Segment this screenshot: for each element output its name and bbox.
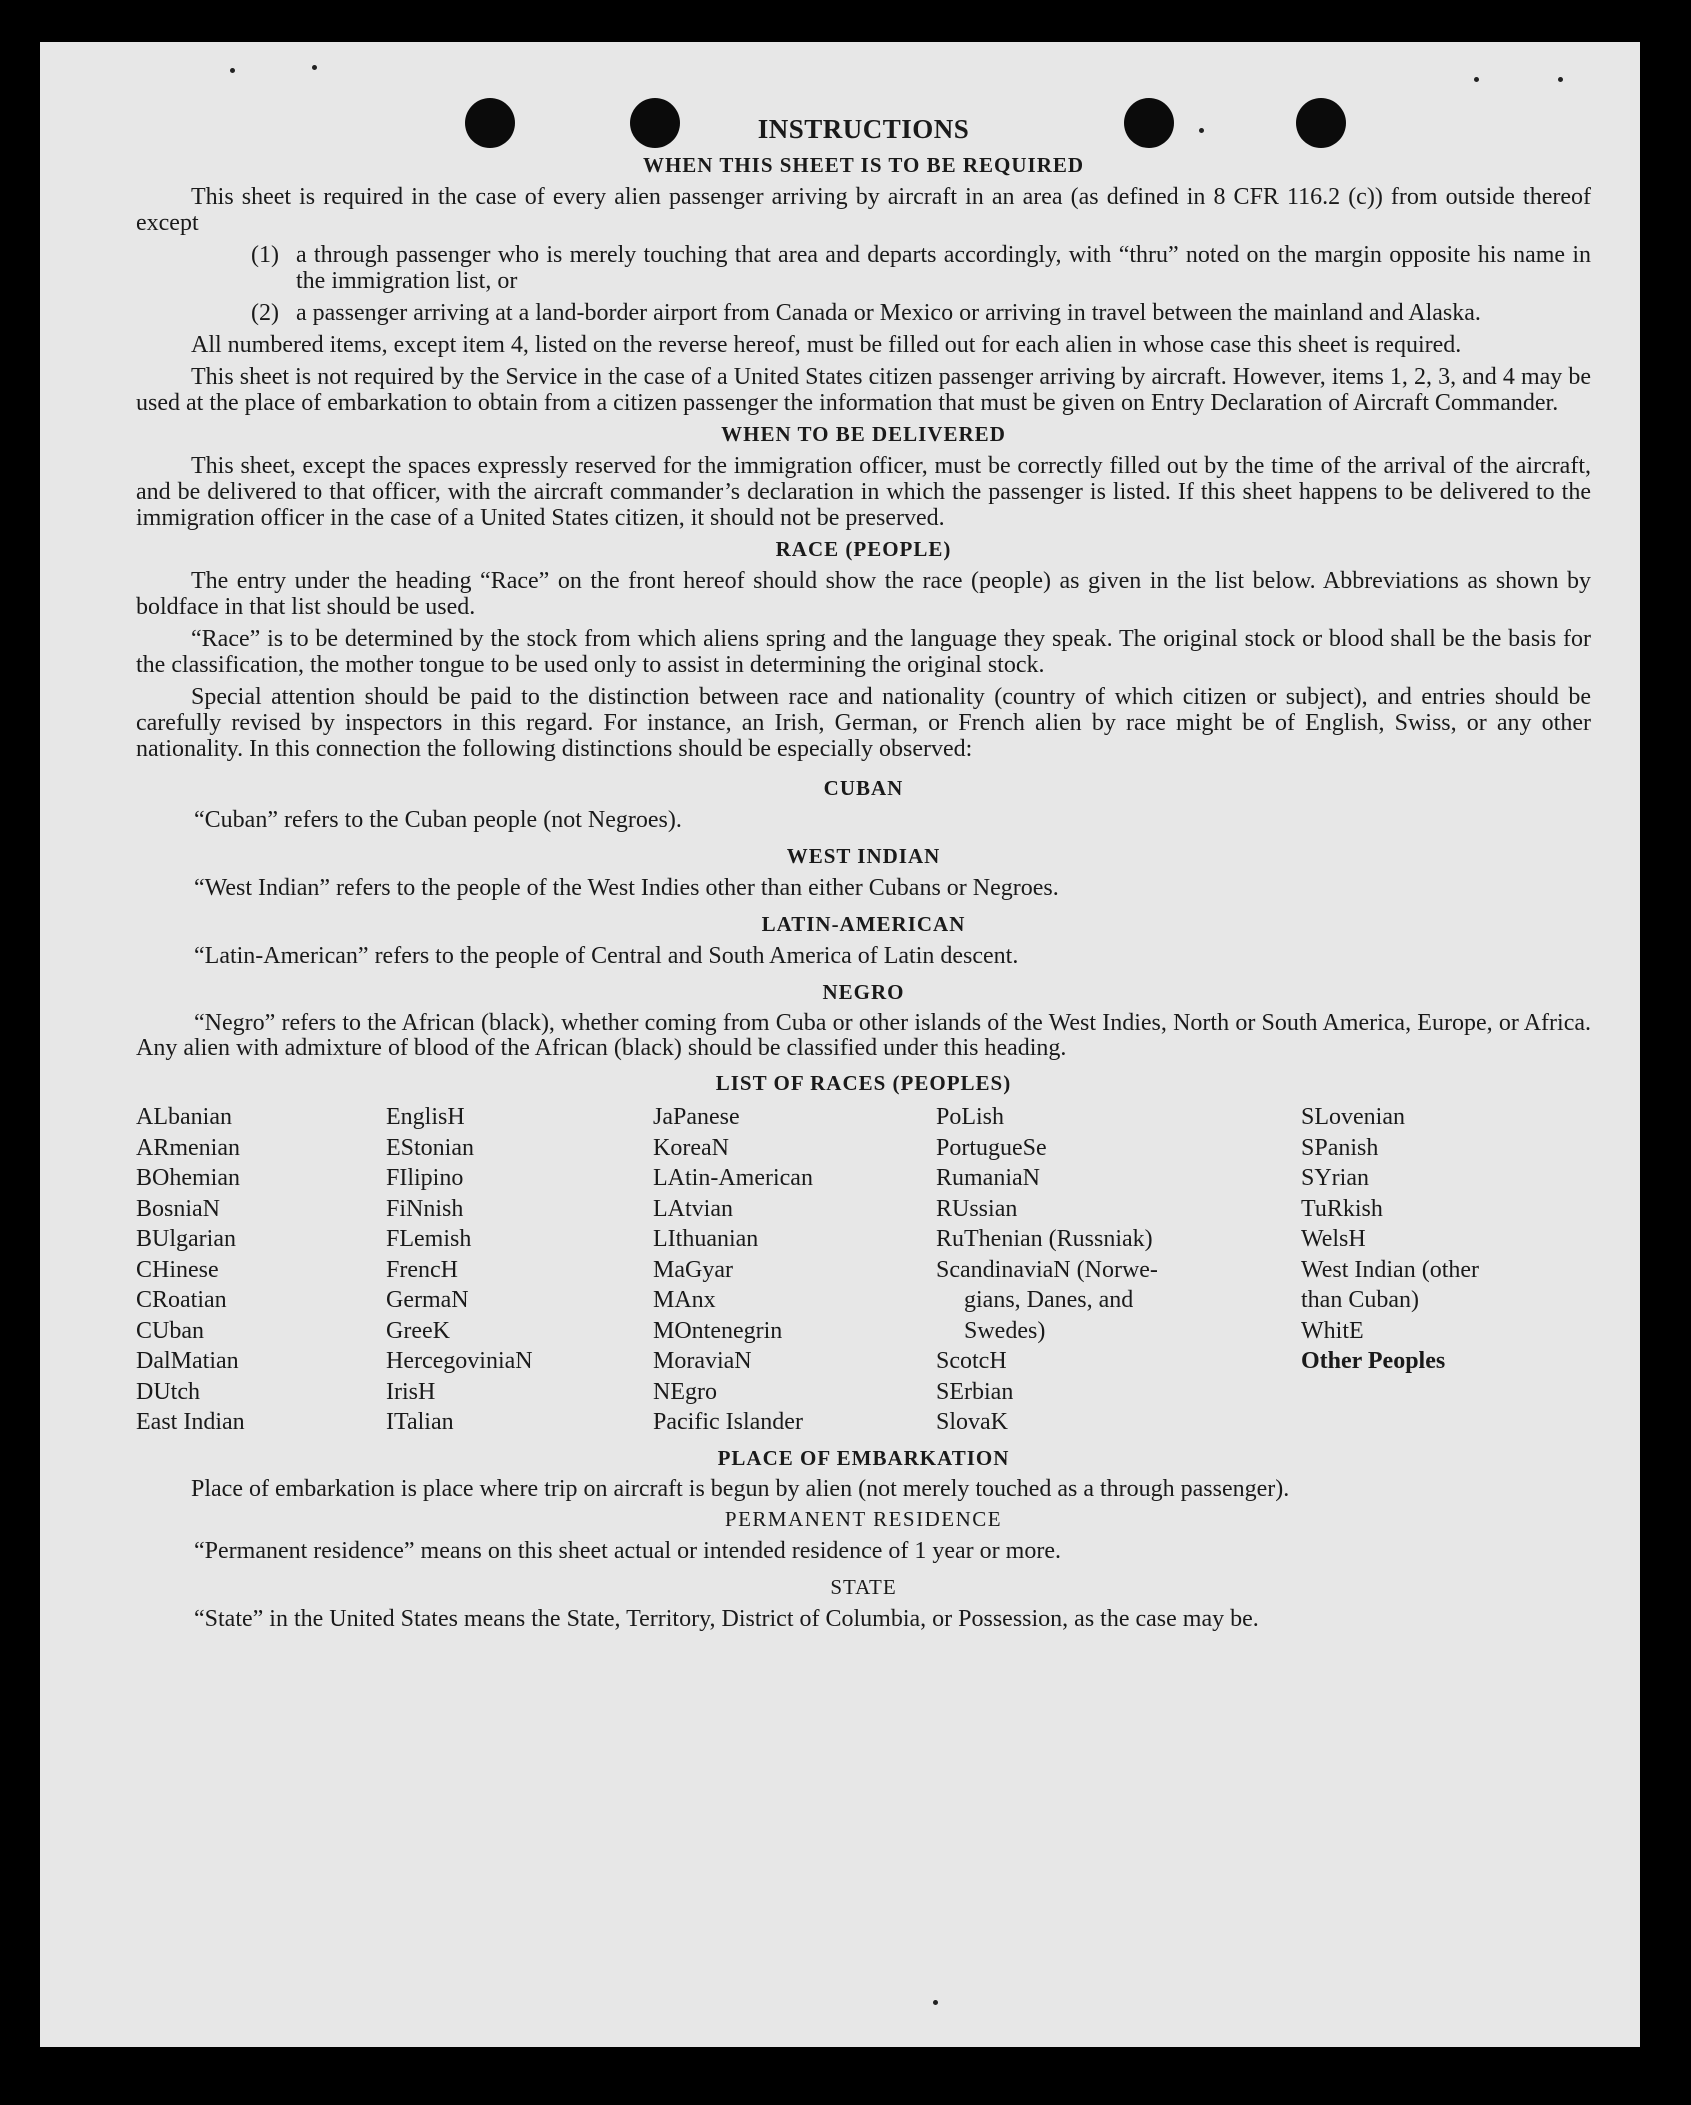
race-entry: RumaniaN [936, 1165, 1040, 1191]
races-column-2 [386, 1102, 653, 1438]
race-entry: FrencH [386, 1256, 458, 1283]
race-entry-continuation: than Cuban) [1301, 1287, 1419, 1313]
race-entry: WelsH [1301, 1226, 1366, 1252]
races-column-3 [653, 1102, 936, 1438]
section-heading-residence: PERMANENT RESIDENCE [724, 1506, 1003, 1531]
race-entry: GermaN [386, 1287, 469, 1313]
race-entry: IrisH [386, 1378, 436, 1405]
race-entry: SLovenian [1301, 1104, 1405, 1130]
races-column-4 [936, 1102, 1301, 1438]
race-entry: FiNnish [386, 1195, 464, 1222]
race-entry: CRoatian [136, 1287, 227, 1313]
race-entry: ScandinaviaN (Norwe- [936, 1256, 1158, 1283]
race-entry: SYrian [1301, 1165, 1369, 1191]
race-entry: BosniaN [136, 1195, 220, 1222]
race-entry: EnglisH [386, 1104, 465, 1130]
item-text: a through passenger who is merely touching that area and departs accordingly, with “thru” noted on the margin opposite his name in the immigration list, or [296, 242, 1591, 294]
race-entry: PoLish [936, 1104, 1005, 1130]
race-entry: SErbian [936, 1378, 1014, 1405]
race-entry: ALbanian [136, 1104, 232, 1130]
race-entry: GreeK [386, 1317, 450, 1344]
speck [230, 68, 235, 73]
item-text: a passenger arriving at a land-border airport from Canada or Mexico or arriving in travel between the mainland and Alaska. [296, 300, 1481, 326]
race-entry-continuation: gians, Danes, and [964, 1287, 1134, 1313]
race-entry: BOhemian [136, 1165, 240, 1191]
races-column-5 [1301, 1102, 1591, 1438]
instructions-content [136, 114, 1591, 1643]
race-entry: KoreaN [653, 1134, 729, 1161]
race-entry: FIlipino [386, 1165, 464, 1191]
race-entry: JaPanese [653, 1104, 740, 1130]
state-definition: “State” in the United States means the State, Territory, District of Columbia, or Possession, as the case may be. [194, 1605, 1259, 1632]
race-entry: West Indian (other [1301, 1256, 1480, 1283]
race-entry: CHinese [136, 1256, 219, 1283]
embarkation-definition: Place of embarkation is place where trip on aircraft is begun by alien (not merely touched as a through passenger). [191, 1475, 1290, 1502]
west-indian-definition: “West Indian” refers to the people of the West Indies other than either Cubans or Negroes. [194, 875, 1059, 901]
delivered-text: This sheet, except the spaces expressly reserved for the immigration officer, must be correctly filled out by the time of the arrival of the aircraft, and be delivered to that officer, with the aircraft commander’s declaration in which the passenger is listed. If this sheet happens to be delivered to the immigration officer in the case of a United States citizen, it should not be preserved. [136, 453, 1591, 531]
race-entry: MoraviaN [653, 1348, 752, 1374]
required-intro: This sheet is required in the case of every alien passenger arriving by aircraft in an area (as defined in 8 CFR 116.2 (c)) from outside thereof except [136, 184, 1591, 236]
race-entry: LAtvian [653, 1195, 733, 1222]
cuban-definition: “Cuban” refers to the Cuban people (not Negroes). [194, 807, 682, 833]
race-entry: HercegoviniaN [386, 1348, 533, 1374]
residence-definition: “Permanent residence” means on this sheet actual or intended residence of 1 year or more. [194, 1537, 1061, 1564]
speck [933, 2000, 938, 2005]
races-list [136, 1102, 1591, 1438]
section-heading-delivered: WHEN TO BE DELIVERED [721, 422, 1006, 446]
race-entry: MAnx [653, 1287, 716, 1313]
race-entry: ScotcH [936, 1348, 1007, 1374]
required-para-2: All numbered items, except item 4, listed on the reverse hereof, must be filled out for each alien in whose case this sheet is required. [191, 332, 1462, 358]
speck [312, 65, 317, 70]
race-entry: DalMatian [136, 1348, 239, 1374]
race-entry: Other Peoples [1301, 1348, 1446, 1374]
race-entry: MaGyar [653, 1256, 733, 1283]
race-entry: NEgro [653, 1378, 717, 1405]
race-para-3: Special attention should be paid to the distinction between race and nationality (country of which citizen or subject), and entries should be carefully revised by inspectors in this regard. For instance, an Irish, German, or French alien by race might be of English, Swiss, or any other nationality. In this connection the following distinctions should be especially observed: [136, 684, 1591, 762]
required-para-3: This sheet is not required by the Service in the case of a United States citizen passenger arriving by aircraft. However, items 1, 2, 3, and 4 may be used at the place of embarkation to obtain from a citizen passenger the information that must be given on Entry Declaration of Aircraft Commander. [136, 364, 1591, 416]
section-heading-latin-american: LATIN-AMERICAN [761, 912, 966, 936]
section-heading-list: LIST OF RACES (PEOPLES) [715, 1071, 1012, 1095]
exception-item [136, 242, 1591, 294]
race-entry: SlovaK [936, 1409, 1008, 1435]
race-entry: RuThenian (Russniak) [936, 1226, 1153, 1252]
negro-definition: “Negro” refers to the African (black), whether coming from Cuba or other islands of the West Indies, North or South America, Europe, or Africa. Any alien with admixture of blood of the African (black) should be classified under this heading. [136, 1010, 1591, 1061]
race-entry: WhitE [1301, 1317, 1364, 1344]
race-entry: EStonian [386, 1134, 474, 1161]
section-heading-cuban: CUBAN [823, 776, 904, 800]
race-para-1: The entry under the heading “Race” on the front hereof should show the race (people) as given in the list below. Abbreviations as shown by boldface in that list should be used. [136, 568, 1591, 620]
race-para-2: “Race” is to be determined by the stock from which aliens spring and the language they speak. The original stock or blood shall be the basis for the classification, the mother tongue to be used only to assist in determining the original stock. [136, 626, 1591, 678]
race-entry: MOntenegrin [653, 1317, 783, 1344]
exception-item [136, 300, 1591, 326]
race-entry: LAtin-American [653, 1165, 813, 1191]
race-entry: LIthuanian [653, 1226, 759, 1252]
race-entry: PortugueSe [936, 1134, 1047, 1161]
section-heading-west-indian: WEST INDIAN [786, 844, 941, 868]
section-heading-negro: NEGRO [822, 980, 905, 1004]
section-heading-race: RACE (PEOPLE) [775, 537, 952, 561]
latin-american-definition: “Latin-American” refers to the people of Central and South America of Latin descent. [194, 943, 1019, 969]
race-entry: East Indian [136, 1409, 245, 1435]
race-entry: CUban [136, 1317, 204, 1344]
race-entry: Pacific Islander [653, 1409, 803, 1435]
race-entry: SPanish [1301, 1134, 1379, 1161]
document-page [40, 42, 1640, 2047]
section-heading-state: STATE [830, 1574, 897, 1599]
page-title: INSTRUCTIONS [757, 114, 970, 144]
race-entry: RUssian [936, 1195, 1018, 1222]
race-entry: ITalian [386, 1409, 454, 1435]
item-number: (1) [251, 242, 279, 268]
speck [1474, 77, 1479, 82]
race-entry: TuRkish [1301, 1195, 1383, 1222]
race-entry-continuation: Swedes) [964, 1317, 1046, 1344]
race-entry: FLemish [386, 1226, 472, 1252]
race-entry: ARmenian [136, 1134, 240, 1161]
item-number: (2) [251, 300, 279, 326]
race-entry: DUtch [136, 1378, 200, 1405]
speck [1558, 77, 1563, 82]
races-column-1 [136, 1102, 386, 1438]
section-heading-required: WHEN THIS SHEET IS TO BE REQUIRED [642, 153, 1085, 177]
section-heading-embarkation: PLACE OF EMBARKATION [717, 1445, 1010, 1470]
race-entry: BUlgarian [136, 1226, 236, 1252]
